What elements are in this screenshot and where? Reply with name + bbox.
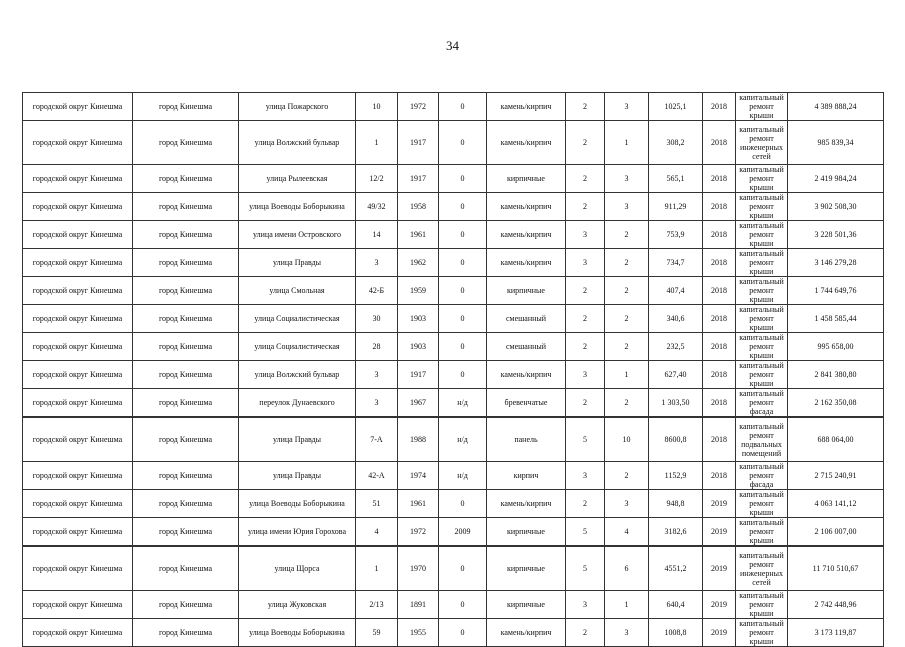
cell-cost: 3 228 501,36 [788,221,884,249]
cell-cost: 3 173 119,87 [788,619,884,647]
cell-work: капитальный ремонт крыши [736,221,788,249]
cell-city: город Кинешма [133,333,239,361]
cell-cost: 2 715 240,91 [788,462,884,490]
cell-year-reconstr: 0 [439,277,487,305]
table-row [23,361,884,389]
table-row [23,221,884,249]
cell-district: городской округ Кинешма [23,165,133,193]
table-row [23,193,884,221]
cell-floors: 2 [566,277,605,305]
cell-plan-year: 2019 [703,546,736,591]
cell-floors: 2 [566,193,605,221]
cell-material: камень/кирпич [487,490,566,518]
cell-house: 59 [356,619,398,647]
cell-district: городской округ Кинешма [23,490,133,518]
cell-floors: 2 [566,165,605,193]
cell-area: 3182,6 [649,518,703,547]
cell-floors: 3 [566,249,605,277]
cell-city: город Кинешма [133,546,239,591]
cell-area: 911,29 [649,193,703,221]
cell-work: капитальный ремонт крыши [736,518,788,547]
cell-district: городской округ Кинешма [23,518,133,547]
cell-house: 7-А [356,417,398,462]
cell-year-built: 1917 [398,121,439,165]
cell-street: улица Смольная [239,277,356,305]
cell-floors: 2 [566,305,605,333]
cell-year-reconstr: 0 [439,165,487,193]
cell-year-reconstr: 0 [439,249,487,277]
cell-street: улица имени Юрия Горохова [239,518,356,547]
cell-house: 30 [356,305,398,333]
cell-cost: 985 839,34 [788,121,884,165]
cell-year-reconstr: 2009 [439,518,487,547]
table-row [23,333,884,361]
page-number: 34 [446,38,459,53]
cell-entrances: 6 [605,546,649,591]
cell-cost: 4 389 888,24 [788,93,884,121]
cell-city: город Кинешма [133,389,239,418]
cell-material: панель [487,417,566,462]
cell-work: капитальный ремонт крыши [736,193,788,221]
cell-year-built: 1917 [398,361,439,389]
cell-year-reconstr: 0 [439,490,487,518]
cell-floors: 2 [566,333,605,361]
cell-area: 1 303,50 [649,389,703,418]
cell-floors: 2 [566,93,605,121]
cell-plan-year: 2018 [703,193,736,221]
cell-entrances: 1 [605,121,649,165]
cell-material: кирпичные [487,165,566,193]
cell-area: 734,7 [649,249,703,277]
cell-house: 2/13 [356,591,398,619]
cell-year-reconstr: 0 [439,619,487,647]
cell-year-built: 1891 [398,591,439,619]
cell-district: городской округ Кинешма [23,462,133,490]
cell-year-reconstr: н/д [439,417,487,462]
cell-year-built: 1959 [398,277,439,305]
cell-cost: 4 063 141,12 [788,490,884,518]
cell-district: городской округ Кинешма [23,417,133,462]
cell-entrances: 2 [605,305,649,333]
cell-year-reconstr: 0 [439,305,487,333]
cell-work: капитальный ремонт фасада [736,389,788,418]
table-row [23,121,884,165]
table-row [23,490,884,518]
cell-entrances: 10 [605,417,649,462]
cell-year-built: 1970 [398,546,439,591]
cell-street: улица Воеводы Боборыкина [239,619,356,647]
cell-year-reconstr: 0 [439,546,487,591]
cell-house: 1 [356,121,398,165]
cell-material: бревенчатые [487,389,566,418]
cell-area: 340,6 [649,305,703,333]
cell-city: город Кинешма [133,361,239,389]
cell-city: город Кинешма [133,121,239,165]
cell-street: улица Щорса [239,546,356,591]
cell-year-built: 1974 [398,462,439,490]
cell-floors: 2 [566,121,605,165]
cell-plan-year: 2019 [703,619,736,647]
cell-cost: 2 419 984,24 [788,165,884,193]
cell-cost: 2 841 380,80 [788,361,884,389]
cell-cost: 2 162 350,08 [788,389,884,418]
cell-year-built: 1961 [398,221,439,249]
cell-year-reconstr: 0 [439,591,487,619]
cell-entrances: 2 [605,277,649,305]
cell-city: город Кинешма [133,417,239,462]
cell-entrances: 1 [605,361,649,389]
cell-work: капитальный ремонт фасада [736,462,788,490]
cell-floors: 5 [566,518,605,547]
cell-district: городской округ Кинешма [23,546,133,591]
cell-district: городской округ Кинешма [23,389,133,418]
cell-street: улица Жуковская [239,591,356,619]
cell-floors: 3 [566,361,605,389]
cell-city: город Кинешма [133,193,239,221]
cell-year-built: 1958 [398,193,439,221]
table-row [23,462,884,490]
cell-year-built: 1962 [398,249,439,277]
cell-district: городской округ Кинешма [23,361,133,389]
cell-material: камень/кирпич [487,619,566,647]
cell-plan-year: 2018 [703,165,736,193]
cell-plan-year: 2018 [703,389,736,418]
cell-year-reconstr: н/д [439,389,487,418]
cell-material: смешанный [487,305,566,333]
cell-plan-year: 2018 [703,361,736,389]
cell-plan-year: 2018 [703,462,736,490]
cell-year-reconstr: н/д [439,462,487,490]
cell-area: 948,8 [649,490,703,518]
cell-house: 49/32 [356,193,398,221]
cell-entrances: 3 [605,619,649,647]
cell-street: улица Пожарского [239,93,356,121]
cell-area: 4551,2 [649,546,703,591]
cell-plan-year: 2018 [703,333,736,361]
cell-area: 753,9 [649,221,703,249]
cell-plan-year: 2019 [703,591,736,619]
cell-house: 10 [356,93,398,121]
table-row [23,165,884,193]
cell-street: улица Волжский бульвар [239,361,356,389]
cell-material: кирпичные [487,277,566,305]
cell-material: кирпичные [487,591,566,619]
cell-street: улица Воеводы Боборыкина [239,193,356,221]
cell-street: улица Волжский бульвар [239,121,356,165]
table-row [23,389,884,418]
cell-area: 1025,1 [649,93,703,121]
table-row [23,277,884,305]
cell-cost: 3 146 279,28 [788,249,884,277]
cell-plan-year: 2019 [703,490,736,518]
cell-year-built: 1967 [398,389,439,418]
table-row [23,417,884,462]
cell-street: улица Воеводы Боборыкина [239,490,356,518]
cell-plan-year: 2018 [703,121,736,165]
cell-entrances: 3 [605,93,649,121]
cell-work: капитальный ремонт крыши [736,361,788,389]
cell-street: улица Рылеевская [239,165,356,193]
cell-material: камень/кирпич [487,121,566,165]
cell-house: 42-А [356,462,398,490]
cell-material: кирпичные [487,546,566,591]
cell-street: улица Социалистическая [239,305,356,333]
cell-year-built: 1972 [398,518,439,547]
cell-material: смешанный [487,333,566,361]
cell-entrances: 3 [605,490,649,518]
cell-area: 308,2 [649,121,703,165]
cell-cost: 1 744 649,76 [788,277,884,305]
cell-material: камень/кирпич [487,221,566,249]
table-row [23,305,884,333]
cell-house: 4 [356,518,398,547]
table-row [23,546,884,591]
cell-street: улица Правды [239,417,356,462]
cell-entrances: 2 [605,389,649,418]
cell-district: городской округ Кинешма [23,121,133,165]
cell-entrances: 2 [605,221,649,249]
cell-house: 14 [356,221,398,249]
cell-area: 640,4 [649,591,703,619]
cell-year-built: 1917 [398,165,439,193]
cell-city: город Кинешма [133,221,239,249]
cell-plan-year: 2018 [703,277,736,305]
cell-year-reconstr: 0 [439,221,487,249]
cell-district: городской округ Кинешма [23,221,133,249]
cell-floors: 2 [566,619,605,647]
table-row [23,591,884,619]
cell-year-reconstr: 0 [439,121,487,165]
cell-area: 232,5 [649,333,703,361]
cell-city: город Кинешма [133,305,239,333]
cell-material: камень/кирпич [487,249,566,277]
cell-street: улица имени Островского [239,221,356,249]
cell-city: город Кинешма [133,249,239,277]
cell-area: 8600,8 [649,417,703,462]
cell-city: город Кинешма [133,619,239,647]
cell-work: капитальный ремонт крыши [736,333,788,361]
cell-city: город Кинешма [133,93,239,121]
cell-work: капитальный ремонт инженерных сетей [736,121,788,165]
cell-street: улица Правды [239,249,356,277]
cell-district: городской округ Кинешма [23,619,133,647]
cell-plan-year: 2019 [703,518,736,547]
cell-area: 1152,9 [649,462,703,490]
cell-area: 565,1 [649,165,703,193]
cell-material: камень/кирпич [487,93,566,121]
cell-floors: 2 [566,490,605,518]
cell-plan-year: 2018 [703,93,736,121]
cell-material: камень/кирпич [487,193,566,221]
housing-repair-table [22,92,884,647]
cell-floors: 3 [566,591,605,619]
cell-plan-year: 2018 [703,221,736,249]
cell-entrances: 1 [605,591,649,619]
cell-city: город Кинешма [133,490,239,518]
cell-house: 28 [356,333,398,361]
cell-city: город Кинешма [133,518,239,547]
cell-house: 3 [356,361,398,389]
cell-floors: 2 [566,389,605,418]
cell-city: город Кинешма [133,165,239,193]
cell-plan-year: 2018 [703,417,736,462]
cell-cost: 1 458 585,44 [788,305,884,333]
cell-house: 42-Б [356,277,398,305]
cell-work: капитальный ремонт крыши [736,591,788,619]
table-row [23,93,884,121]
cell-cost: 11 710 510,67 [788,546,884,591]
cell-work: капитальный ремонт крыши [736,277,788,305]
cell-year-built: 1903 [398,333,439,361]
cell-plan-year: 2018 [703,305,736,333]
cell-year-built: 1955 [398,619,439,647]
cell-cost: 3 902 508,30 [788,193,884,221]
cell-house: 12/2 [356,165,398,193]
cell-house: 51 [356,490,398,518]
cell-year-built: 1972 [398,93,439,121]
cell-house: 3 [356,389,398,418]
cell-district: городской округ Кинешма [23,277,133,305]
cell-entrances: 2 [605,462,649,490]
cell-floors: 3 [566,462,605,490]
cell-material: кирпич [487,462,566,490]
cell-cost: 995 658,00 [788,333,884,361]
cell-work: капитальный ремонт крыши [736,93,788,121]
cell-floors: 3 [566,221,605,249]
cell-entrances: 3 [605,193,649,221]
cell-entrances: 2 [605,249,649,277]
cell-district: городской округ Кинешма [23,333,133,361]
cell-district: городской округ Кинешма [23,305,133,333]
cell-street: улица Социалистическая [239,333,356,361]
cell-material: камень/кирпич [487,361,566,389]
cell-work: капитальный ремонт крыши [736,619,788,647]
cell-year-built: 1988 [398,417,439,462]
table-row [23,518,884,547]
cell-district: городской округ Кинешма [23,591,133,619]
table-row [23,249,884,277]
cell-work: капитальный ремонт крыши [736,490,788,518]
cell-floors: 5 [566,546,605,591]
table-row [23,619,884,647]
cell-work: капитальный ремонт крыши [736,165,788,193]
cell-work: капитальный ремонт подвальных помещений [736,417,788,462]
cell-floors: 5 [566,417,605,462]
cell-area: 407,4 [649,277,703,305]
cell-cost: 688 064,00 [788,417,884,462]
cell-material: кирпичные [487,518,566,547]
cell-city: город Кинешма [133,277,239,305]
cell-work: капитальный ремонт инженерных сетей [736,546,788,591]
cell-street: улица Правды [239,462,356,490]
cell-year-built: 1961 [398,490,439,518]
cell-entrances: 3 [605,165,649,193]
cell-cost: 2 742 448,96 [788,591,884,619]
cell-plan-year: 2018 [703,249,736,277]
cell-house: 1 [356,546,398,591]
cell-year-reconstr: 0 [439,193,487,221]
cell-year-reconstr: 0 [439,361,487,389]
cell-street: переулок Дунаевского [239,389,356,418]
cell-area: 627,40 [649,361,703,389]
cell-work: капитальный ремонт крыши [736,305,788,333]
cell-area: 1008,8 [649,619,703,647]
cell-city: город Кинешма [133,462,239,490]
cell-work: капитальный ремонт крыши [736,249,788,277]
cell-district: городской округ Кинешма [23,193,133,221]
cell-year-reconstr: 0 [439,333,487,361]
cell-entrances: 4 [605,518,649,547]
cell-year-built: 1903 [398,305,439,333]
cell-year-reconstr: 0 [439,93,487,121]
cell-entrances: 2 [605,333,649,361]
cell-city: город Кинешма [133,591,239,619]
cell-house: 3 [356,249,398,277]
cell-district: городской округ Кинешма [23,249,133,277]
cell-district: городской округ Кинешма [23,93,133,121]
cell-cost: 2 106 007,00 [788,518,884,547]
